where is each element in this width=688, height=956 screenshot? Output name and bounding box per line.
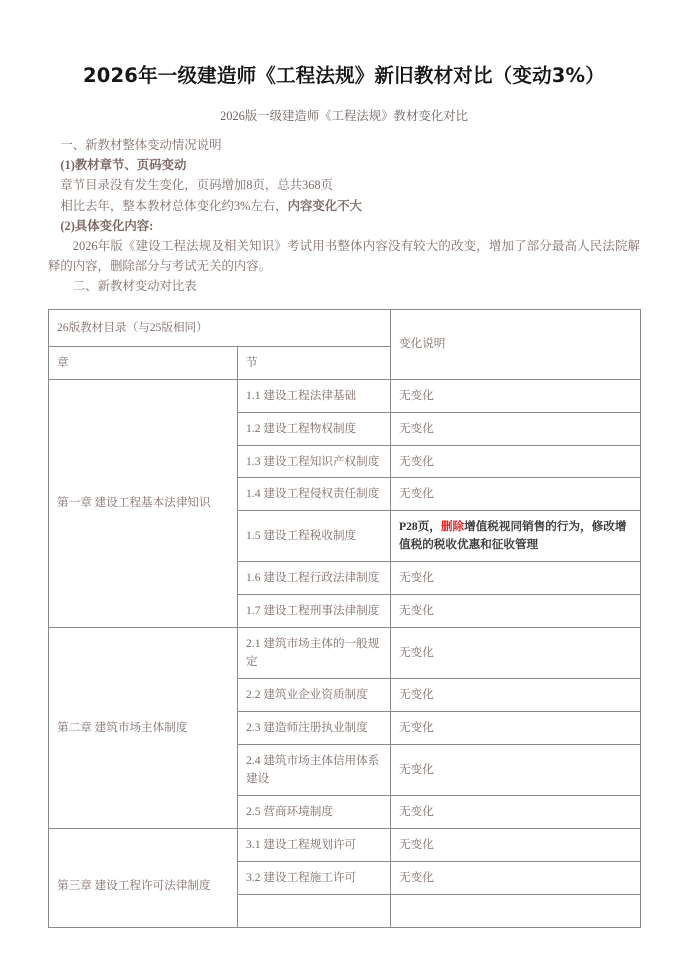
section-cell: 1.6 建设工程行政法律制度: [238, 562, 391, 595]
change-note-cell: 无变化: [391, 796, 641, 829]
intro-item1-line1: 章节目录没有发生变化，页码增加8页，总共368页: [60, 178, 333, 193]
note-page-reference: P28页，: [399, 520, 441, 534]
chapter-cell: 第一章 建设工程基本法律知识: [49, 379, 238, 628]
section-cell: 1.4 建设工程侵权责任制度: [238, 478, 391, 511]
section-cell: 2.1 建筑市场主体的一般规定: [238, 628, 391, 679]
header-section: 节: [238, 346, 391, 379]
intro-section2-heading: 二、新教材变动对比表: [72, 279, 197, 294]
table-row: [49, 829, 641, 862]
change-note-cell: 无变化: [391, 412, 641, 445]
section-cell: 1.7 建设工程刑事法律制度: [238, 595, 391, 628]
intro-item2-body: 2026年版《建设工程法规及相关知识》考试用书整体内容没有较大的改变，增加了部分最高人民法院解释的内容，删除部分与考试无关的内容。: [48, 238, 640, 274]
section-cell: 1.5 建设工程税收制度: [238, 511, 391, 562]
section-cell: 2.5 营商环境制度: [238, 796, 391, 829]
change-note-cell: 无变化: [391, 478, 641, 511]
change-note-cell: 无变化: [391, 445, 641, 478]
change-note-cell: 无变化: [391, 628, 641, 679]
header-catalog: 26版教材目录（与25版相同）: [49, 309, 391, 346]
trailing-blank-section-cell: [238, 895, 391, 928]
table-row: [49, 379, 641, 412]
section-cell: 2.4 建筑市场主体信用体系建设: [238, 745, 391, 796]
section-cell: 1.2 建设工程物权制度: [238, 412, 391, 445]
change-note-cell: 无变化: [391, 829, 641, 862]
change-note-cell: 无变化: [391, 679, 641, 712]
header-change-note: 变化说明: [391, 309, 641, 379]
chapter-cell: 第二章 建筑市场主体制度: [49, 628, 238, 829]
section-cell: 2.3 建造师注册执业制度: [238, 712, 391, 745]
change-note-cell: 无变化: [391, 712, 641, 745]
intro-section: [0, 126, 688, 297]
note-delete-marker: 删除: [440, 520, 465, 534]
section-cell: 2.2 建筑业企业资质制度: [238, 679, 391, 712]
intro-item1-line2: [48, 196, 640, 216]
change-note-cell: [391, 511, 641, 562]
header-chapter: 章: [49, 346, 238, 379]
table-row: [49, 628, 641, 679]
change-note-cell: 无变化: [391, 379, 641, 412]
table-body: [49, 379, 641, 927]
change-note-cell: 无变化: [391, 562, 641, 595]
section-cell: 3.2 建设工程施工许可: [238, 862, 391, 895]
trailing-blank-note-cell: [391, 895, 641, 928]
page-title: 2026年一级建造师《工程法规》新旧教材对比（变动3%）: [83, 64, 605, 87]
change-note-cell: 无变化: [391, 745, 641, 796]
comparison-table: [48, 309, 641, 928]
table-head: [49, 309, 641, 379]
intro-section1-heading: 一、新教材整体变动情况说明: [60, 137, 222, 152]
section-cell: 1.1 建设工程法律基础: [238, 379, 391, 412]
table-header-row-catalog: [49, 309, 641, 346]
intro-item2-heading: (2)具体变化内容:: [60, 218, 154, 233]
intro-item1-line2-plain: 相比去年，整本教材总体变化约3%左右，: [60, 198, 288, 213]
page-subtitle: 2026版一级建造师《工程法规》教材变化对比: [220, 109, 468, 124]
intro-item1-line2-emphasis: 内容变化不大: [287, 198, 362, 213]
section-cell: 3.1 建设工程规划许可: [238, 829, 391, 862]
chapter-cell: 第三章 建设工程许可法律制度: [49, 829, 238, 928]
comparison-table-wrap: [0, 297, 688, 928]
note-body-text: 增值税视同销售的行为，修改增值税的税收优惠和征收管理: [399, 520, 627, 552]
section-cell: 1.3 建设工程知识产权制度: [238, 445, 391, 478]
change-note-cell: 无变化: [391, 595, 641, 628]
intro-item1-heading: (1)教材章节、页码变动: [60, 158, 187, 173]
change-note-cell: 无变化: [391, 862, 641, 895]
